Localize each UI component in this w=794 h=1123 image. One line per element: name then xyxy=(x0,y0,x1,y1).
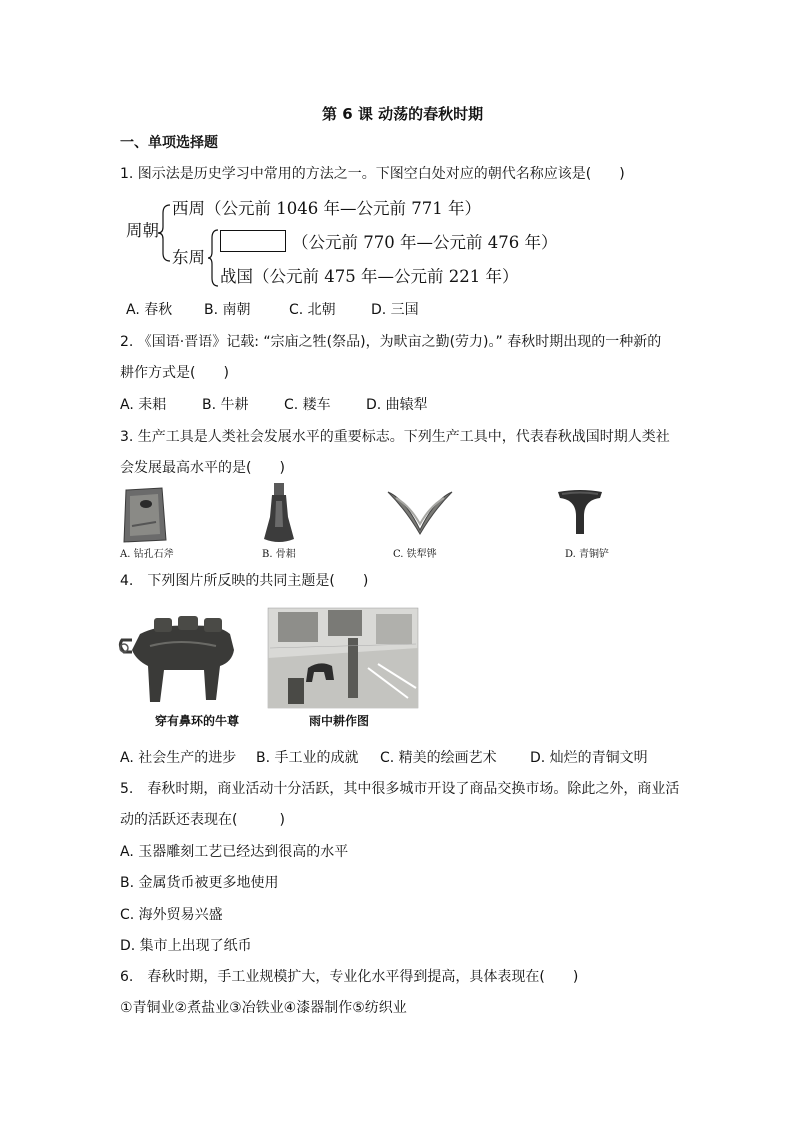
section-heading: 一、单项选择题 xyxy=(120,135,218,151)
caption-ox-zun: 穿有鼻环的牛尊 xyxy=(155,714,240,728)
stone-axe-image xyxy=(122,486,168,544)
bone-spade-image xyxy=(262,481,296,543)
question-5-stem-line-1: 5. 春秋时期，商业活动十分活跃，其中很多城市开设了商品交换市场。除此之外，商业活 xyxy=(120,781,680,797)
option-d[interactable]: D. 灿烂的青铜文明 xyxy=(530,750,648,766)
question-5-option-d[interactable]: D. 集市上出现了纸币 xyxy=(120,938,252,954)
option-c[interactable]: C. 耧车 xyxy=(284,397,331,413)
bronze-shovel-image xyxy=(554,490,606,536)
question-2-stem-line-2: 耕作方式是( ) xyxy=(120,365,229,381)
diagram-blank-box xyxy=(220,230,286,252)
option-b[interactable]: B. 手工业的成就 xyxy=(256,750,359,766)
farming-in-rain-image xyxy=(268,608,418,708)
question-3-stem-line-2: 会发展最高水平的是( ) xyxy=(120,460,285,476)
option-d[interactable]: D. 曲辕犁 xyxy=(366,397,428,413)
question-4-stem: 4. 下列图片所反映的共同主题是( ) xyxy=(120,573,369,589)
option-c[interactable]: C. 北朝 xyxy=(289,302,336,318)
caption-d: D. 青铜铲 xyxy=(565,549,610,560)
caption-farming: 雨中耕作图 xyxy=(309,714,370,728)
option-d[interactable]: D. 三国 xyxy=(371,302,419,318)
question-4-options xyxy=(120,749,648,767)
option-a[interactable]: A. 春秋 xyxy=(126,302,173,318)
bronze-ox-zun-image xyxy=(120,610,248,706)
question-1-stem: 1. 图示法是历史学习中常用的方法之一。下图空白处对应的朝代名称应该是( ) xyxy=(120,166,625,182)
question-6-stem: 6. 春秋时期，手工业规模扩大，专业化水平得到提高，具体表现在( ) xyxy=(120,969,579,985)
diagram-root-label: 周朝 xyxy=(126,221,159,240)
option-b[interactable]: B. 牛耕 xyxy=(202,397,249,413)
caption-b: B. 骨耜 xyxy=(262,549,296,560)
question-5-option-b[interactable]: B. 金属货币被更多地使用 xyxy=(120,875,279,891)
option-b[interactable]: B. 南朝 xyxy=(204,302,251,318)
question-5-option-c[interactable]: C. 海外贸易兴盛 xyxy=(120,907,223,923)
question-5-stem-line-2: 动的活跃还表现在( ) xyxy=(120,812,285,828)
option-a[interactable]: A. 耒耜 xyxy=(120,397,167,413)
option-c[interactable]: C. 精美的绘画艺术 xyxy=(380,750,497,766)
option-a[interactable]: A. 社会生产的进步 xyxy=(120,750,237,766)
question-2-options xyxy=(120,396,428,414)
question-3-stem-line-1: 3. 生产工具是人类社会发展水平的重要标志。下列生产工具中，代表春秋战国时期人类社 xyxy=(120,429,670,445)
diagram-west-zhou: 西周（公元前 1046 年—公元前 771 年） xyxy=(172,199,481,218)
question-5-option-a[interactable]: A. 玉器雕刻工艺已经达到很高的水平 xyxy=(120,844,349,860)
diagram-warring-states: 战国（公元前 475 年—公元前 221 年） xyxy=(220,267,519,286)
page-title: 第 6 课 动荡的春秋时期 xyxy=(322,105,484,123)
diagram-blank-period: （公元前 770 年—公元前 476 年） xyxy=(292,233,558,252)
iron-ploughshare-image xyxy=(386,490,454,534)
caption-a: A. 钻孔石斧 xyxy=(120,549,174,560)
question-1-options xyxy=(126,301,419,319)
caption-c: C. 铁犁铧 xyxy=(393,549,437,560)
diagram-east-zhou: 东周 xyxy=(172,248,205,267)
question-2-stem-line-1: 2. 《国语·晋语》记载: “宗庙之牲(祭品)，为畎亩之勤(劳力)。” 春秋时期出现的一种新的 xyxy=(120,334,662,350)
question-6-items: ①青铜业②煮盐业③冶铁业④漆器制作⑤纺织业 xyxy=(120,1000,407,1016)
diagram-brace-inner xyxy=(206,228,220,288)
